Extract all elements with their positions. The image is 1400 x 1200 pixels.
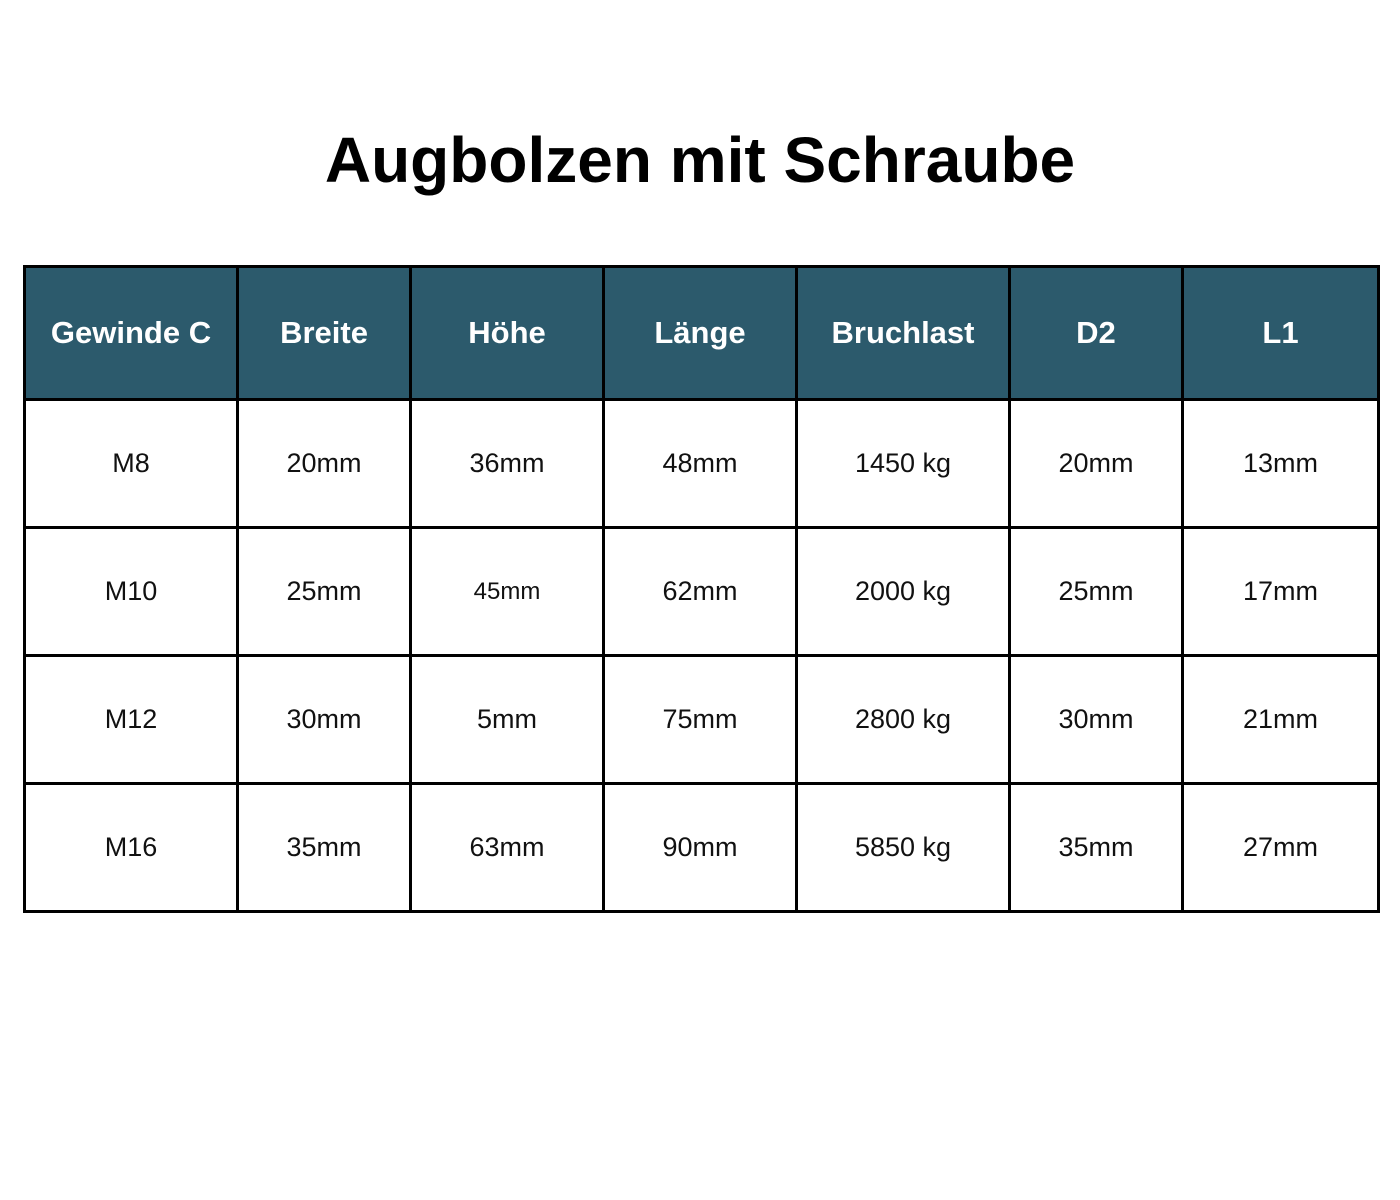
table-cell: M8 xyxy=(25,400,238,528)
table-cell: 36mm xyxy=(411,400,604,528)
table-cell: 90mm xyxy=(604,784,797,912)
table-cell: 30mm xyxy=(238,656,411,784)
spec-table xyxy=(23,265,1380,913)
table-cell: 13mm xyxy=(1183,400,1379,528)
table-cell: 62mm xyxy=(604,528,797,656)
table-cell: 2800 kg xyxy=(797,656,1010,784)
table-row xyxy=(25,400,1379,528)
table-header-row xyxy=(25,267,1379,400)
column-header-gewinde: Gewinde C xyxy=(25,267,238,400)
table-cell: M10 xyxy=(25,528,238,656)
column-header-breite: Breite xyxy=(238,267,411,400)
column-header-l1: L1 xyxy=(1183,267,1379,400)
table-cell: 30mm xyxy=(1010,656,1183,784)
table-cell: 17mm xyxy=(1183,528,1379,656)
page-title: Augbolzen mit Schraube xyxy=(324,124,1076,196)
table-cell: M16 xyxy=(25,784,238,912)
table-cell: 25mm xyxy=(1010,528,1183,656)
table-cell: 20mm xyxy=(1010,400,1183,528)
table-cell: 75mm xyxy=(604,656,797,784)
table-cell: 45mm xyxy=(411,528,604,656)
column-header-hoehe: Höhe xyxy=(411,267,604,400)
column-header-d2: D2 xyxy=(1010,267,1183,400)
table-cell: 48mm xyxy=(604,400,797,528)
table-cell: 20mm xyxy=(238,400,411,528)
table-cell: 27mm xyxy=(1183,784,1379,912)
table-cell: M12 xyxy=(25,656,238,784)
table-cell: 5850 kg xyxy=(797,784,1010,912)
table-cell: 63mm xyxy=(411,784,604,912)
column-header-bruchlast: Bruchlast xyxy=(797,267,1010,400)
table-row xyxy=(25,528,1379,656)
table-cell: 1450 kg xyxy=(797,400,1010,528)
table-cell: 35mm xyxy=(238,784,411,912)
table-row xyxy=(25,784,1379,912)
table-cell: 5mm xyxy=(411,656,604,784)
table-cell: 2000 kg xyxy=(797,528,1010,656)
table-row xyxy=(25,656,1379,784)
column-header-laenge: Länge xyxy=(604,267,797,400)
table-cell: 35mm xyxy=(1010,784,1183,912)
table-cell: 25mm xyxy=(238,528,411,656)
table-cell: 21mm xyxy=(1183,656,1379,784)
